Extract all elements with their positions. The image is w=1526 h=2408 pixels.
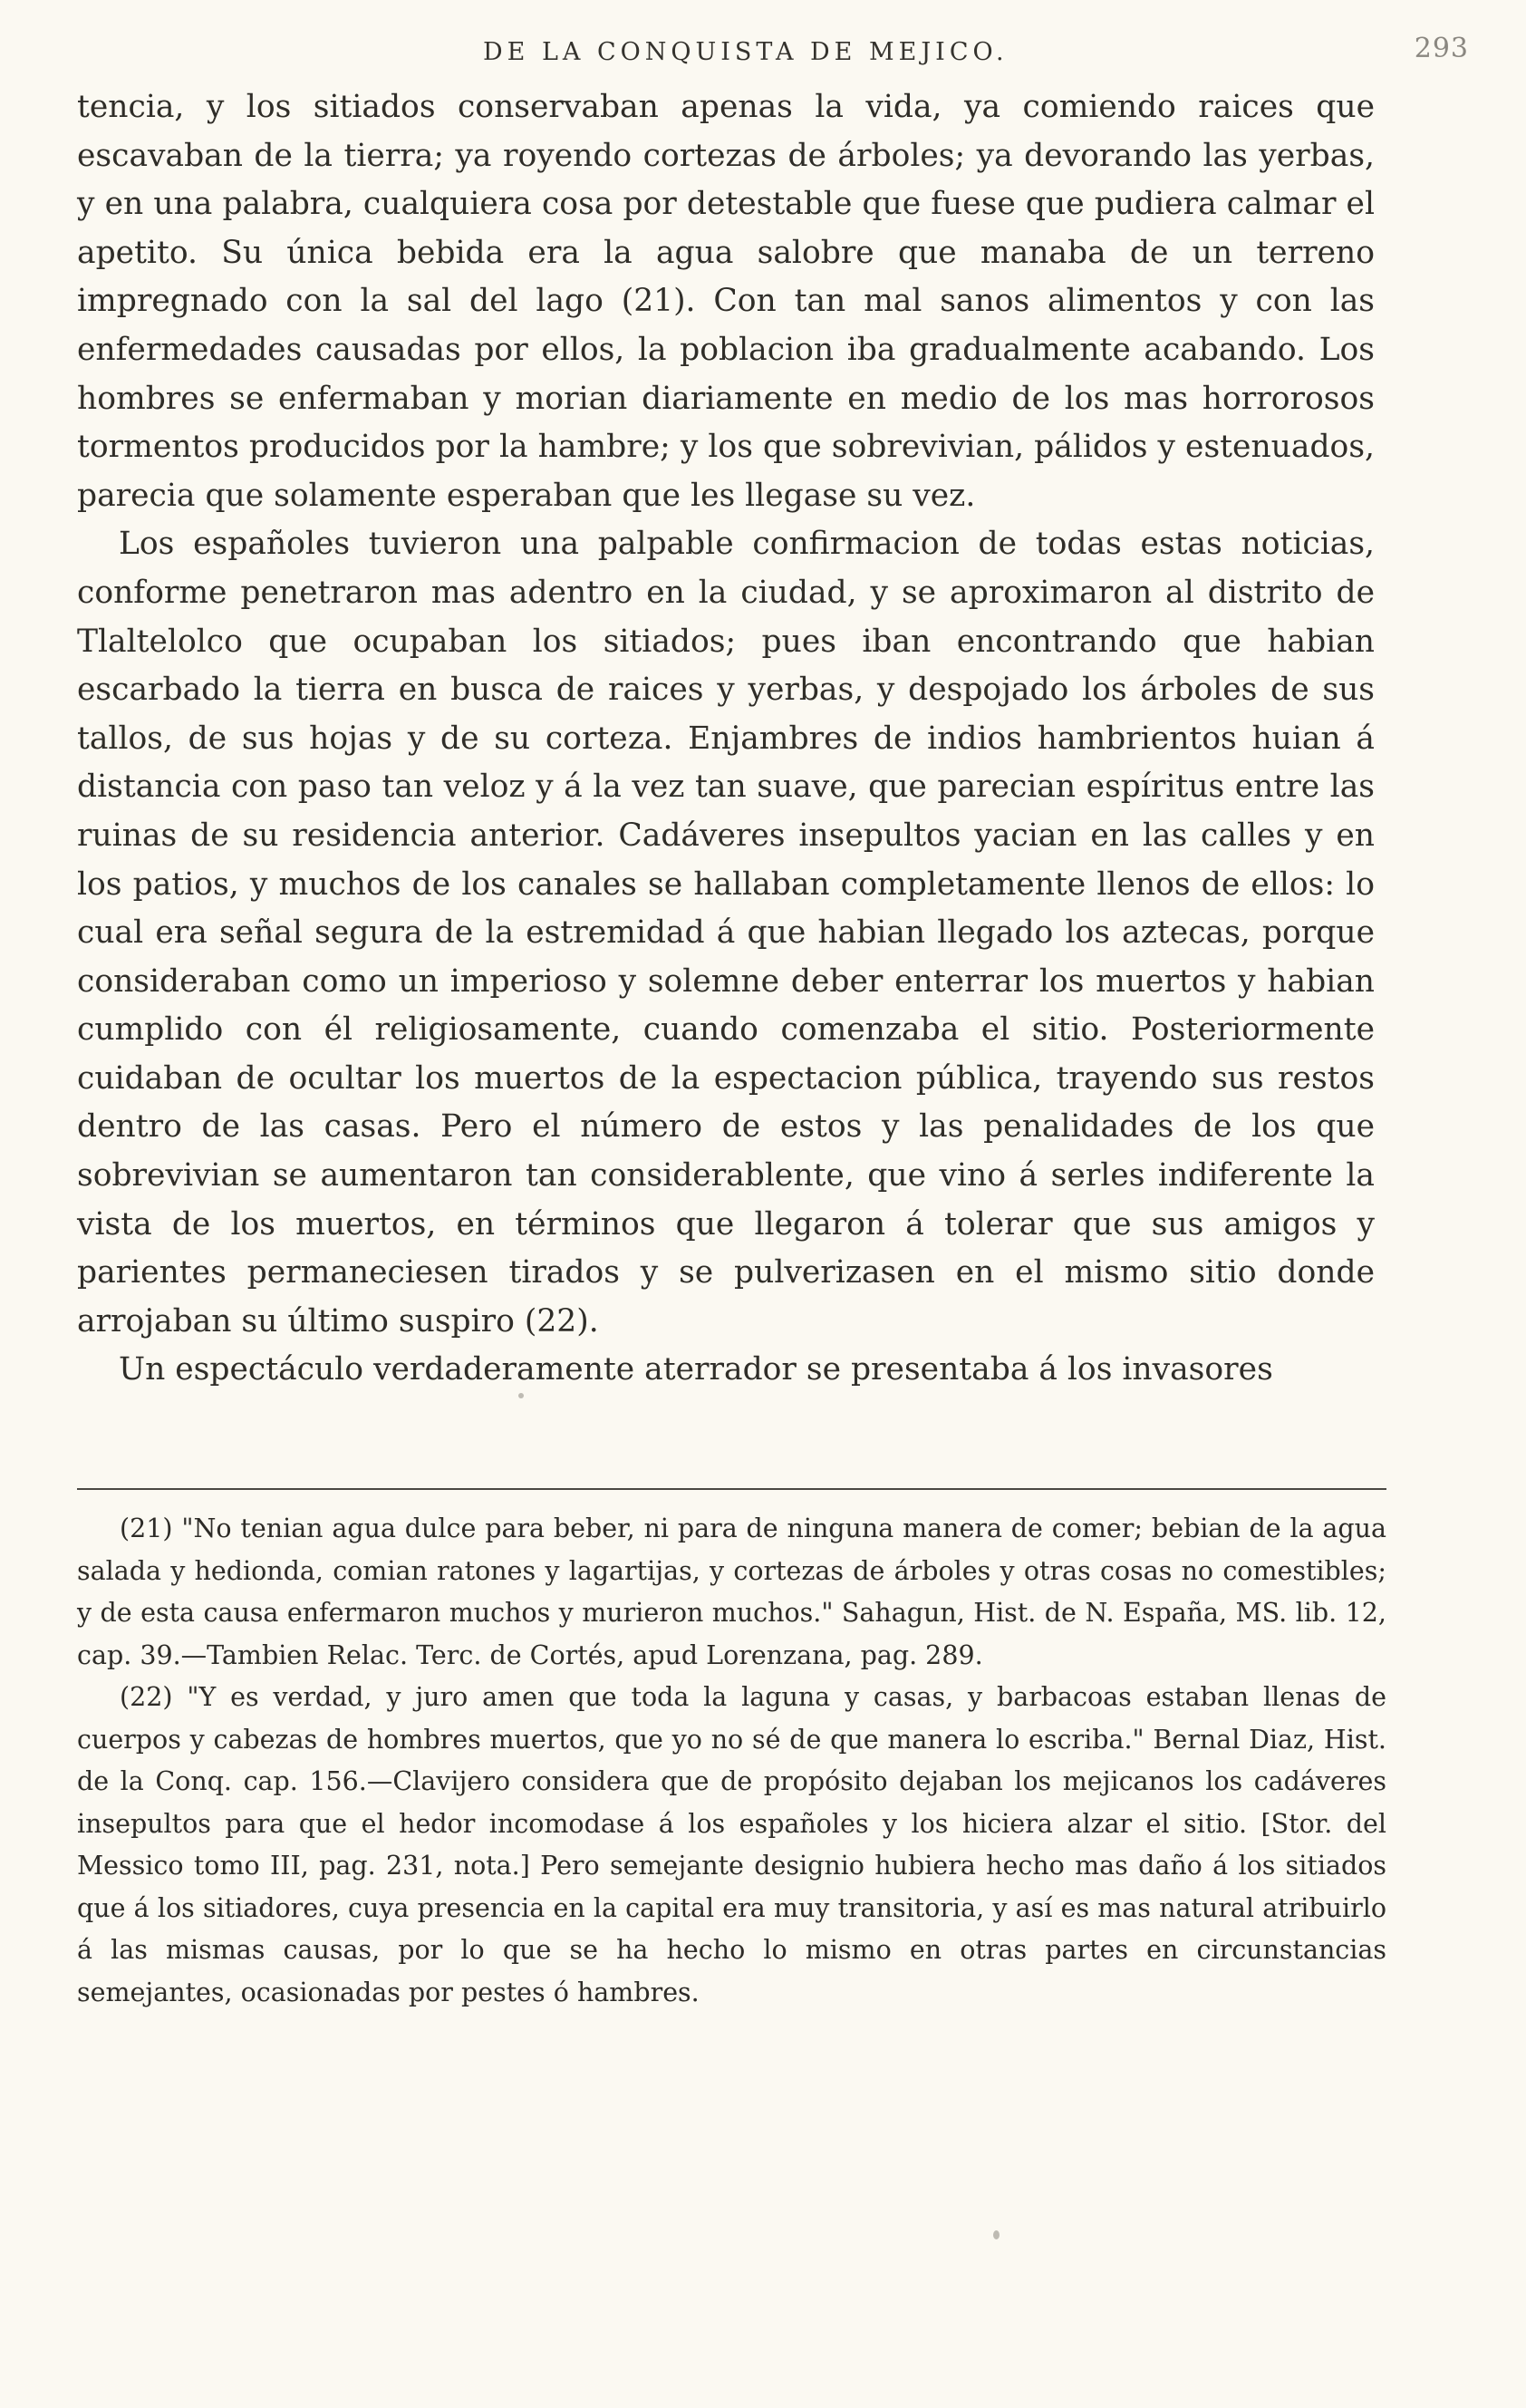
- paragraph: Los españoles tuvieron una palpable confirmacion de todas estas noticias, conforme penetraron mas adentro en la ciudad, y se aproximaron al distrito de Tlaltelolco que ocupaban los sitiados; pues iban encontrando que habian escarbado la tierra en busca de raices y yerbas, y despojado los árboles de sus tallos, de sus hojas y de su corteza. Enjambres de indios hambrientos huian á distancia con paso tan veloz y á la vez tan suave, que parecian espíritus entre las ruinas de su residencia anterior. Cadáveres insepultos yacian en las calles y en los patios, y muchos de los canales se hallaban completamente llenos de ellos: lo cual era señal segura de la estremidad á que habian llegado los aztecas, porque consideraban como un imperioso y solemne deber enterrar los muertos y habian cumplido con él religiosamente, cuando comenzaba el sitio. Posteriormente cuidaban de ocultar los muertos de la espectacion pública, trayendo sus restos dentro de las casas. Pero el número de estos y las penalidades de los que sobrevivian se aumentaron tan considerablente, que vino á serles indiferente la vista de los muertos, en términos que llegaron á tolerar que sus amigos y parientes permaneciesen tirados y se pulverizasen en el mismo sitio donde arrojaban su último suspiro (22).: [77, 526, 1375, 1339]
- paragraph: Un espectáculo verdaderamente aterrador se presentaba á los invasores: [119, 1351, 1273, 1388]
- footnotes: [77, 1508, 1386, 2014]
- page-number: 293: [1414, 33, 1469, 64]
- ink-speck: [518, 1393, 524, 1398]
- footnote-22: (22) "Y es verdad, y juro amen que toda la laguna y casas, y barbacoas estaban llenas de cuerpos y cabezas de hombres muertos, que yo no sé de que manera lo escriba." Bernal Diaz, Hist. de la Conq. cap. 156.—Clavijero considera que de propósito dejaban los mejicanos los cadáveres insepultos para que el hedor incomodase á los españoles y los hiciera alzar el sitio. [Stor. del Messico tomo III, pag. 231, nota.] Pero semejante designio hubiera hecho mas daño á los sitiados que á los sitiadores, cuya presencia en la capital era muy transitoria, y así es mas natural atribuirlo á las mismas causas, por lo que se ha hecho lo mismo en otras partes en circunstancias semejantes, ocasionadas por pestes ó hambres.: [77, 1682, 1386, 2007]
- paragraph: tencia, y los sitiados conservaban apenas la vida, ya comiendo raices que escavaban de la tierra; ya royendo cortezas de árboles; ya devorando las yerbas, y en una palabra, cualquiera cosa por detestable que fuese que pudiera calmar el apetito. Su única bebida era la agua salobre que manaba de un terreno impregnado con la sal del lago (21). Con tan mal sanos alimentos y con las enfermedades causadas por ellos, la poblacion iba gradualmente acabando. Los hombres se enfermaban y morian diariamente en medio de los mas horrorosos tormentos producidos por la hambre; y los que sobrevivian, pálidos y estenuados, parecia que solamente esperaban que les llegase su vez.: [77, 89, 1375, 514]
- footnote-21: (21) "No tenian agua dulce para beber, ni para de ninguna manera de comer; bebian de la agua salada y hedionda, comian ratones y lagartijas, y cortezas de árboles y otras cosas no comestibles; y de esta causa enfermaron muchos y murieron muchos." Sahagun, Hist. de N. España, MS. lib. 12, cap. 39.—Tambien Relac. Terc. de Cortés, apud Lorenzana, pag. 289.: [77, 1513, 1386, 1670]
- ink-speck: [993, 2230, 1000, 2239]
- running-title: DE LA CONQUISTA DE MEJICO.: [483, 38, 1009, 66]
- main-text: [77, 83, 1375, 1395]
- running-header: [77, 33, 1518, 83]
- footnote-divider: [77, 1488, 1386, 1490]
